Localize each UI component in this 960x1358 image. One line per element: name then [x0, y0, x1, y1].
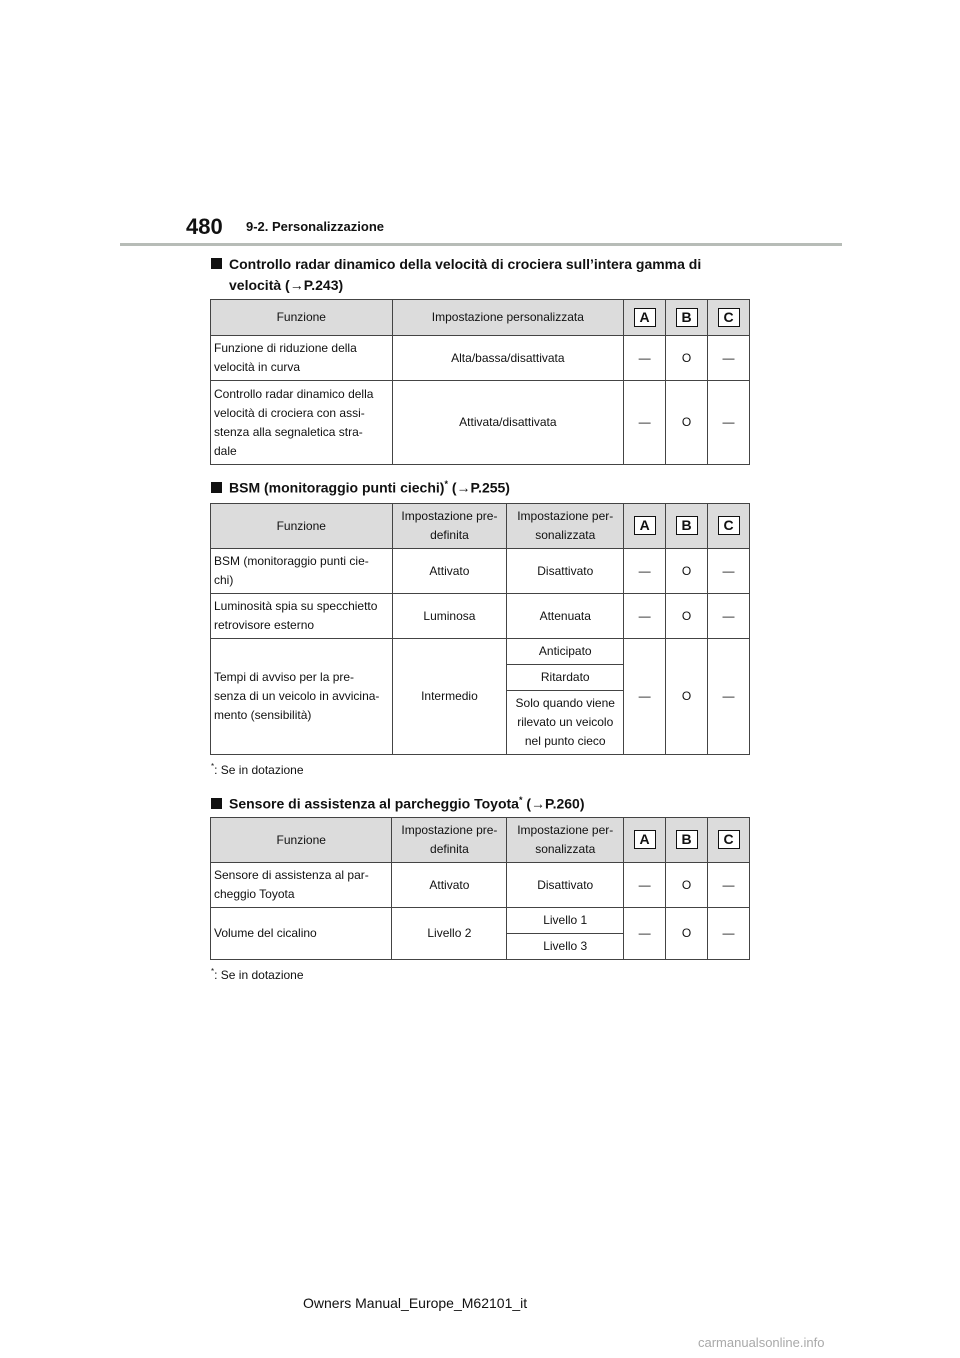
- col-b: B: [666, 300, 708, 336]
- footnote: *: Se in dotazione: [211, 967, 304, 982]
- header-rule: [120, 243, 842, 246]
- section-title: 9-2. Personalizzazione: [246, 219, 384, 234]
- col-a: A: [624, 818, 666, 863]
- col-funzione: Funzione: [211, 818, 392, 863]
- table-row: Sensore di assistenza al par- cheggio Toyota Attivato Disattivato — O —: [211, 863, 750, 908]
- table-row: Tempi di avviso per la pre- senza di un veicolo in avvicina- mento (sensibilità) Intermedio Anticipato — O —: [211, 639, 750, 665]
- col-personalizzata: Impostazione per- sonalizzata: [507, 818, 624, 863]
- table-header: [211, 504, 750, 549]
- table-header: [211, 818, 750, 863]
- col-a: A: [624, 504, 666, 549]
- row-setting: Attivata/disattivata: [392, 381, 624, 465]
- table-row: Solo quando viene rilevato un veicolo nel punto cieco: [211, 691, 750, 755]
- col-personalizzata: Impostazione per- sonalizzata: [507, 504, 624, 549]
- table-row: Funzione di riduzione della velocità in curva Alta/bassa/disattivata — O —: [211, 336, 750, 381]
- col-funzione: Funzione: [211, 300, 393, 336]
- page-number: 480: [186, 214, 223, 239]
- bullet-square-icon: [211, 258, 222, 269]
- row-function: Controllo radar dinamico della velocità di crociera con assi- stenza alla segnaletica stra- dale: [211, 381, 393, 465]
- heading-parking-sensor: Sensore di assistenza al parcheggio Toyota* (→P.260): [211, 790, 584, 815]
- col-impostazione: Impostazione personalizzata: [392, 300, 624, 336]
- table-row: Controllo radar dinamico della velocità di crociera con assi- stenza alla segnaletica stra- dale Attivata/disattivata — O —: [211, 381, 750, 465]
- col-c: C: [708, 818, 750, 863]
- col-a: A: [624, 300, 666, 336]
- col-funzione: Funzione: [211, 504, 393, 549]
- page-ref-link[interactable]: P.260): [545, 795, 585, 812]
- heading-radar-cruise: Controllo radar dinamico della velocità di crociera sull’intera gamma di velocità (→P.243): [211, 254, 701, 296]
- row-function: Funzione di riduzione della velocità in curva: [211, 336, 393, 381]
- page-ref-link[interactable]: P.243): [303, 277, 344, 293]
- table-radar-cruise: [210, 299, 750, 465]
- col-predefinita: Impostazione pre- definita: [392, 504, 507, 549]
- table-header: [211, 300, 750, 336]
- page-ref-link[interactable]: P.255): [470, 479, 510, 496]
- watermark: carmanualsonline.info: [698, 1335, 825, 1350]
- footer-manual-id: Owners Manual_Europe_M62101_it: [303, 1295, 528, 1311]
- table-row: Livello 3: [211, 934, 750, 960]
- table-bsm: [210, 503, 750, 755]
- bullet-square-icon: [211, 482, 222, 493]
- col-b: B: [666, 818, 708, 863]
- col-predefinita: Impostazione pre- definita: [392, 818, 507, 863]
- col-b: B: [666, 504, 708, 549]
- col-c: C: [708, 300, 750, 336]
- table-parking-sensor: [210, 817, 750, 960]
- table-row: Volume del cicalino Livello 2 Livello 1 — O —: [211, 908, 750, 934]
- table-row: Ritardato: [211, 665, 750, 691]
- table-row: Luminosità spia su specchietto retrovisore esterno Luminosa Attenuata — O —: [211, 594, 750, 639]
- col-c: C: [708, 504, 750, 549]
- row-setting: Alta/bassa/disattivata: [392, 336, 624, 381]
- footnote: *: Se in dotazione: [211, 762, 304, 777]
- heading-bsm: BSM (monitoraggio punti ciechi)* (→P.255): [211, 474, 510, 499]
- table-row: BSM (monitoraggio punti cie- chi) Attivato Disattivato — O —: [211, 549, 750, 594]
- bullet-square-icon: [211, 798, 222, 809]
